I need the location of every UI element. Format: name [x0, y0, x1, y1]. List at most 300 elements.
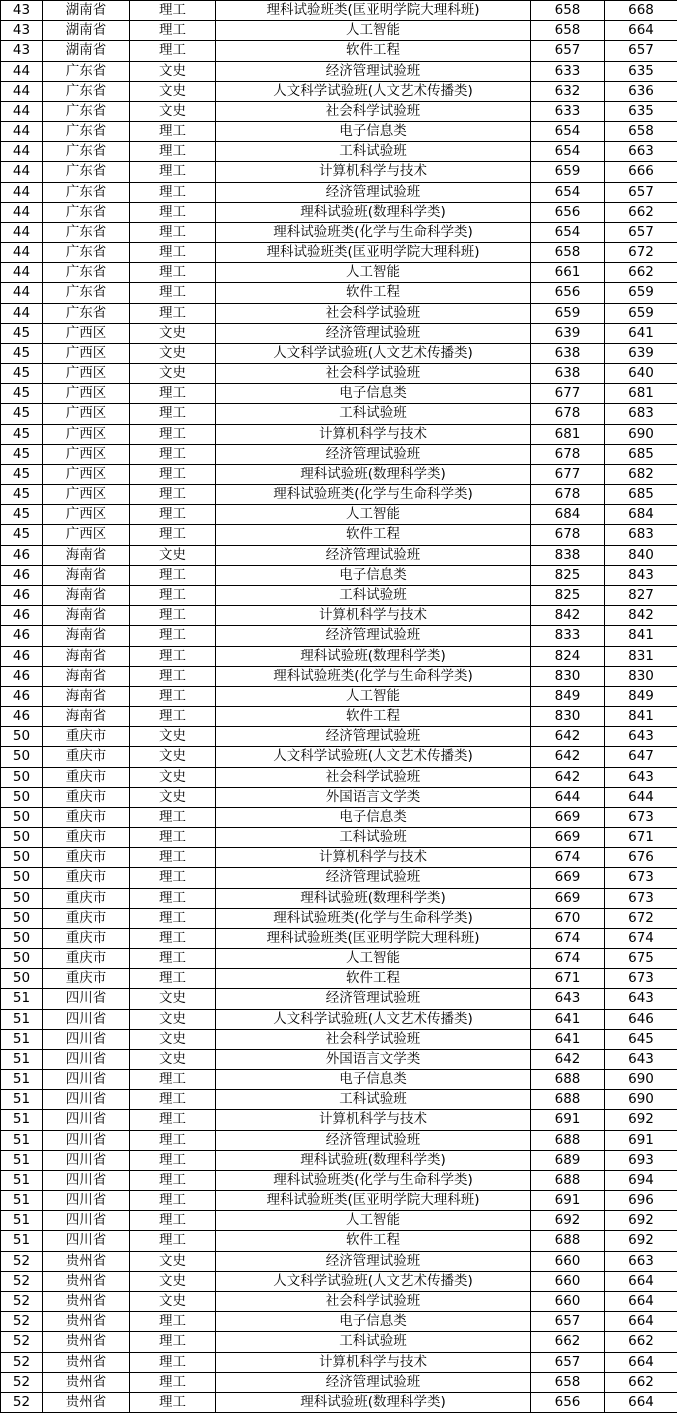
category-cell: 理工 — [130, 1312, 216, 1332]
province-code-cell: 50 — [1, 908, 43, 928]
province-cell: 广东省 — [43, 122, 130, 142]
province-code-cell: 44 — [1, 61, 43, 81]
province-code-cell: 46 — [1, 666, 43, 686]
province-code-cell: 52 — [1, 1251, 43, 1271]
min-score-cell: 671 — [531, 969, 605, 989]
max-score-cell: 671 — [605, 828, 677, 848]
min-score-cell: 657 — [531, 1352, 605, 1372]
province-cell: 广西区 — [43, 343, 130, 363]
min-score-cell: 659 — [531, 162, 605, 182]
max-score-cell: 641 — [605, 323, 677, 343]
table-row — [1, 1231, 677, 1251]
major-cell: 人文科学试验班(人文艺术传播类) — [216, 81, 531, 101]
province-code-cell: 44 — [1, 243, 43, 263]
min-score-cell: 641 — [531, 1009, 605, 1029]
table-row — [1, 303, 677, 323]
major-cell: 经济管理试验班 — [216, 182, 531, 202]
max-score-cell: 685 — [605, 444, 677, 464]
major-cell: 人工智能 — [216, 263, 531, 283]
table-row — [1, 1332, 677, 1352]
province-cell: 湖南省 — [43, 1, 130, 21]
province-code-cell: 51 — [1, 1049, 43, 1069]
table-row — [1, 1271, 677, 1291]
category-cell: 理工 — [130, 1191, 216, 1211]
province-cell: 四川省 — [43, 1231, 130, 1251]
max-score-cell: 657 — [605, 222, 677, 242]
max-score-cell: 659 — [605, 283, 677, 303]
category-cell: 理工 — [130, 1070, 216, 1090]
category-cell: 文史 — [130, 343, 216, 363]
major-cell: 人工智能 — [216, 505, 531, 525]
max-score-cell: 662 — [605, 1372, 677, 1392]
category-cell: 理工 — [130, 162, 216, 182]
province-cell: 广东省 — [43, 202, 130, 222]
category-cell: 理工 — [130, 122, 216, 142]
category-cell: 文史 — [130, 767, 216, 787]
province-code-cell: 51 — [1, 1170, 43, 1190]
table-row — [1, 81, 677, 101]
min-score-cell: 688 — [531, 1090, 605, 1110]
province-cell: 湖南省 — [43, 21, 130, 41]
min-score-cell: 633 — [531, 101, 605, 121]
category-cell: 理工 — [130, 303, 216, 323]
province-code-cell: 45 — [1, 404, 43, 424]
max-score-cell: 664 — [605, 1312, 677, 1332]
province-code-cell: 50 — [1, 969, 43, 989]
province-code-cell: 51 — [1, 1130, 43, 1150]
table-row — [1, 1251, 677, 1271]
province-code-cell: 45 — [1, 505, 43, 525]
province-code-cell: 46 — [1, 707, 43, 727]
province-cell: 海南省 — [43, 545, 130, 565]
min-score-cell: 654 — [531, 222, 605, 242]
province-cell: 海南省 — [43, 606, 130, 626]
major-cell: 理科试验班(数理科学类) — [216, 888, 531, 908]
province-code-cell: 51 — [1, 1029, 43, 1049]
min-score-cell: 688 — [531, 1231, 605, 1251]
province-cell: 四川省 — [43, 1049, 130, 1069]
category-cell: 文史 — [130, 81, 216, 101]
min-score-cell: 660 — [531, 1251, 605, 1271]
major-cell: 工科试验班 — [216, 828, 531, 848]
category-cell: 理工 — [130, 828, 216, 848]
province-cell: 四川省 — [43, 1191, 130, 1211]
max-score-cell: 647 — [605, 747, 677, 767]
major-cell: 经济管理试验班 — [216, 626, 531, 646]
major-cell: 理科试验班(数理科学类) — [216, 1150, 531, 1170]
province-cell: 贵州省 — [43, 1332, 130, 1352]
major-cell: 人工智能 — [216, 686, 531, 706]
province-cell: 广西区 — [43, 384, 130, 404]
category-cell: 理工 — [130, 263, 216, 283]
min-score-cell: 669 — [531, 807, 605, 827]
min-score-cell: 825 — [531, 565, 605, 585]
province-code-cell: 44 — [1, 142, 43, 162]
province-cell: 重庆市 — [43, 747, 130, 767]
major-cell: 工科试验班 — [216, 1332, 531, 1352]
category-cell: 文史 — [130, 1029, 216, 1049]
category-cell: 理工 — [130, 565, 216, 585]
table-row — [1, 666, 677, 686]
province-cell: 贵州省 — [43, 1392, 130, 1412]
category-cell: 文史 — [130, 1251, 216, 1271]
province-code-cell: 51 — [1, 1211, 43, 1231]
province-code-cell: 45 — [1, 464, 43, 484]
province-cell: 重庆市 — [43, 908, 130, 928]
min-score-cell: 658 — [531, 243, 605, 263]
category-cell: 理工 — [130, 606, 216, 626]
category-cell: 理工 — [130, 384, 216, 404]
province-cell: 广东省 — [43, 283, 130, 303]
major-cell: 理科试验班类(匡亚明学院大理科班) — [216, 1, 531, 21]
min-score-cell: 681 — [531, 424, 605, 444]
category-cell: 文史 — [130, 747, 216, 767]
major-cell: 经济管理试验班 — [216, 444, 531, 464]
max-score-cell: 830 — [605, 666, 677, 686]
province-cell: 海南省 — [43, 666, 130, 686]
table-row — [1, 1110, 677, 1130]
major-cell: 社会科学试验班 — [216, 767, 531, 787]
category-cell: 理工 — [130, 464, 216, 484]
table-row — [1, 1372, 677, 1392]
province-cell: 重庆市 — [43, 928, 130, 948]
major-cell: 人工智能 — [216, 1211, 531, 1231]
category-cell: 文史 — [130, 323, 216, 343]
table-row — [1, 384, 677, 404]
province-cell: 广东省 — [43, 263, 130, 283]
province-cell: 广西区 — [43, 485, 130, 505]
category-cell: 理工 — [130, 585, 216, 605]
major-cell: 软件工程 — [216, 41, 531, 61]
category-cell: 理工 — [130, 1130, 216, 1150]
max-score-cell: 692 — [605, 1211, 677, 1231]
min-score-cell: 633 — [531, 61, 605, 81]
province-cell: 四川省 — [43, 1029, 130, 1049]
major-cell: 社会科学试验班 — [216, 303, 531, 323]
major-cell: 经济管理试验班 — [216, 727, 531, 747]
min-score-cell: 639 — [531, 323, 605, 343]
major-cell: 工科试验班 — [216, 1090, 531, 1110]
province-code-cell: 46 — [1, 626, 43, 646]
table-row — [1, 1090, 677, 1110]
province-cell: 广西区 — [43, 424, 130, 444]
table-row — [1, 969, 677, 989]
category-cell: 理工 — [130, 202, 216, 222]
category-cell: 理工 — [130, 807, 216, 827]
major-cell: 经济管理试验班 — [216, 1130, 531, 1150]
major-cell: 人工智能 — [216, 949, 531, 969]
province-cell: 海南省 — [43, 585, 130, 605]
table-row — [1, 122, 677, 142]
major-cell: 计算机科学与技术 — [216, 848, 531, 868]
min-score-cell: 677 — [531, 464, 605, 484]
major-cell: 工科试验班 — [216, 585, 531, 605]
category-cell: 理工 — [130, 848, 216, 868]
province-cell: 四川省 — [43, 1150, 130, 1170]
province-code-cell: 50 — [1, 787, 43, 807]
category-cell: 理工 — [130, 1170, 216, 1190]
max-score-cell: 635 — [605, 101, 677, 121]
max-score-cell: 696 — [605, 1191, 677, 1211]
table-row — [1, 787, 677, 807]
province-cell: 广东省 — [43, 162, 130, 182]
min-score-cell: 644 — [531, 787, 605, 807]
province-cell: 重庆市 — [43, 949, 130, 969]
table-row — [1, 807, 677, 827]
province-cell: 海南省 — [43, 646, 130, 666]
category-cell: 理工 — [130, 1211, 216, 1231]
category-cell: 理工 — [130, 626, 216, 646]
major-cell: 工科试验班 — [216, 404, 531, 424]
province-cell: 贵州省 — [43, 1352, 130, 1372]
min-score-cell: 641 — [531, 1029, 605, 1049]
province-cell: 贵州省 — [43, 1312, 130, 1332]
category-cell: 理工 — [130, 182, 216, 202]
min-score-cell: 638 — [531, 343, 605, 363]
province-cell: 重庆市 — [43, 848, 130, 868]
max-score-cell: 636 — [605, 81, 677, 101]
table-row — [1, 61, 677, 81]
province-cell: 广东省 — [43, 243, 130, 263]
province-code-cell: 52 — [1, 1392, 43, 1412]
max-score-cell: 646 — [605, 1009, 677, 1029]
category-cell: 理工 — [130, 424, 216, 444]
min-score-cell: 838 — [531, 545, 605, 565]
major-cell: 理科试验班类(化学与生命科学类) — [216, 908, 531, 928]
table-row — [1, 505, 677, 525]
province-code-cell: 50 — [1, 848, 43, 868]
table-row — [1, 1312, 677, 1332]
category-cell: 理工 — [130, 666, 216, 686]
province-cell: 广东省 — [43, 303, 130, 323]
max-score-cell: 664 — [605, 1292, 677, 1312]
max-score-cell: 691 — [605, 1130, 677, 1150]
min-score-cell: 642 — [531, 747, 605, 767]
max-score-cell: 672 — [605, 243, 677, 263]
table-row — [1, 707, 677, 727]
category-cell: 文史 — [130, 989, 216, 1009]
table-row — [1, 686, 677, 706]
table-row — [1, 1170, 677, 1190]
province-code-cell: 45 — [1, 485, 43, 505]
table-row — [1, 485, 677, 505]
major-cell: 人文科学试验班(人文艺术传播类) — [216, 1009, 531, 1029]
category-cell: 理工 — [130, 283, 216, 303]
major-cell: 外国语言文学类 — [216, 787, 531, 807]
province-cell: 四川省 — [43, 1090, 130, 1110]
province-code-cell: 50 — [1, 928, 43, 948]
min-score-cell: 677 — [531, 384, 605, 404]
max-score-cell: 684 — [605, 505, 677, 525]
major-cell: 工科试验班 — [216, 142, 531, 162]
table-row — [1, 949, 677, 969]
max-score-cell: 659 — [605, 303, 677, 323]
province-code-cell: 43 — [1, 21, 43, 41]
table-row — [1, 1049, 677, 1069]
category-cell: 文史 — [130, 1292, 216, 1312]
province-code-cell: 45 — [1, 343, 43, 363]
province-cell: 重庆市 — [43, 787, 130, 807]
max-score-cell: 827 — [605, 585, 677, 605]
province-cell: 广西区 — [43, 404, 130, 424]
max-score-cell: 644 — [605, 787, 677, 807]
category-cell: 理工 — [130, 949, 216, 969]
max-score-cell: 643 — [605, 989, 677, 1009]
max-score-cell: 840 — [605, 545, 677, 565]
category-cell: 理工 — [130, 969, 216, 989]
major-cell: 理科试验班类(化学与生命科学类) — [216, 485, 531, 505]
category-cell: 文史 — [130, 545, 216, 565]
min-score-cell: 656 — [531, 202, 605, 222]
max-score-cell: 664 — [605, 1392, 677, 1412]
major-cell: 理科试验班(数理科学类) — [216, 202, 531, 222]
province-code-cell: 52 — [1, 1292, 43, 1312]
major-cell: 计算机科学与技术 — [216, 606, 531, 626]
province-code-cell: 44 — [1, 162, 43, 182]
category-cell: 理工 — [130, 928, 216, 948]
max-score-cell: 675 — [605, 949, 677, 969]
table-row — [1, 545, 677, 565]
min-score-cell: 654 — [531, 142, 605, 162]
province-code-cell: 44 — [1, 101, 43, 121]
province-code-cell: 52 — [1, 1271, 43, 1291]
min-score-cell: 688 — [531, 1170, 605, 1190]
min-score-cell: 661 — [531, 263, 605, 283]
min-score-cell: 660 — [531, 1292, 605, 1312]
major-cell: 经济管理试验班 — [216, 868, 531, 888]
province-code-cell: 46 — [1, 565, 43, 585]
table-row — [1, 162, 677, 182]
min-score-cell: 684 — [531, 505, 605, 525]
table-row — [1, 989, 677, 1009]
table-row — [1, 747, 677, 767]
min-score-cell: 674 — [531, 949, 605, 969]
category-cell: 理工 — [130, 222, 216, 242]
min-score-cell: 662 — [531, 1332, 605, 1352]
table-row — [1, 424, 677, 444]
table-row — [1, 585, 677, 605]
category-cell: 理工 — [130, 525, 216, 545]
table-row — [1, 21, 677, 41]
province-code-cell: 44 — [1, 283, 43, 303]
province-code-cell: 50 — [1, 828, 43, 848]
table-row — [1, 626, 677, 646]
table-row — [1, 323, 677, 343]
category-cell: 理工 — [130, 1332, 216, 1352]
province-code-cell: 43 — [1, 1, 43, 21]
min-score-cell: 642 — [531, 727, 605, 747]
min-score-cell: 638 — [531, 364, 605, 384]
province-code-cell: 51 — [1, 1090, 43, 1110]
category-cell: 理工 — [130, 1372, 216, 1392]
province-cell: 广西区 — [43, 444, 130, 464]
province-code-cell: 46 — [1, 646, 43, 666]
min-score-cell: 657 — [531, 1312, 605, 1332]
table-row — [1, 525, 677, 545]
province-cell: 贵州省 — [43, 1372, 130, 1392]
table-body — [1, 1, 677, 1413]
table-row — [1, 565, 677, 585]
table-row — [1, 646, 677, 666]
table-row — [1, 1211, 677, 1231]
province-cell: 广西区 — [43, 505, 130, 525]
major-cell: 软件工程 — [216, 969, 531, 989]
min-score-cell: 678 — [531, 404, 605, 424]
max-score-cell: 643 — [605, 767, 677, 787]
category-cell: 理工 — [130, 646, 216, 666]
major-cell: 电子信息类 — [216, 384, 531, 404]
major-cell: 理科试验班类(化学与生命科学类) — [216, 666, 531, 686]
major-cell: 计算机科学与技术 — [216, 1352, 531, 1372]
min-score-cell: 656 — [531, 283, 605, 303]
max-score-cell: 683 — [605, 404, 677, 424]
table-row — [1, 928, 677, 948]
major-cell: 人工智能 — [216, 21, 531, 41]
max-score-cell: 841 — [605, 707, 677, 727]
province-code-cell: 46 — [1, 606, 43, 626]
category-cell: 理工 — [130, 21, 216, 41]
major-cell: 外国语言文学类 — [216, 1049, 531, 1069]
min-score-cell: 658 — [531, 1, 605, 21]
category-cell: 理工 — [130, 888, 216, 908]
province-cell: 广东省 — [43, 182, 130, 202]
major-cell: 计算机科学与技术 — [216, 1110, 531, 1130]
max-score-cell: 693 — [605, 1150, 677, 1170]
category-cell: 理工 — [130, 1090, 216, 1110]
table-row — [1, 182, 677, 202]
min-score-cell: 632 — [531, 81, 605, 101]
min-score-cell: 678 — [531, 444, 605, 464]
province-cell: 贵州省 — [43, 1271, 130, 1291]
table-row — [1, 41, 677, 61]
major-cell: 软件工程 — [216, 283, 531, 303]
category-cell: 理工 — [130, 1231, 216, 1251]
major-cell: 理科试验班(数理科学类) — [216, 1392, 531, 1412]
province-code-cell: 44 — [1, 182, 43, 202]
province-cell: 重庆市 — [43, 868, 130, 888]
province-code-cell: 43 — [1, 41, 43, 61]
max-score-cell: 645 — [605, 1029, 677, 1049]
min-score-cell: 659 — [531, 303, 605, 323]
table-row — [1, 1392, 677, 1412]
max-score-cell: 831 — [605, 646, 677, 666]
province-code-cell: 44 — [1, 303, 43, 323]
major-cell: 电子信息类 — [216, 807, 531, 827]
major-cell: 电子信息类 — [216, 122, 531, 142]
province-code-cell: 51 — [1, 1231, 43, 1251]
table-row — [1, 1070, 677, 1090]
table-row — [1, 444, 677, 464]
major-cell: 计算机科学与技术 — [216, 162, 531, 182]
province-code-cell: 51 — [1, 1150, 43, 1170]
max-score-cell: 690 — [605, 424, 677, 444]
major-cell: 电子信息类 — [216, 1312, 531, 1332]
major-cell: 人文科学试验班(人文艺术传播类) — [216, 343, 531, 363]
major-cell: 经济管理试验班 — [216, 1251, 531, 1271]
table-row — [1, 1191, 677, 1211]
province-cell: 广东省 — [43, 222, 130, 242]
province-cell: 海南省 — [43, 626, 130, 646]
min-score-cell: 670 — [531, 908, 605, 928]
max-score-cell: 842 — [605, 606, 677, 626]
province-cell: 四川省 — [43, 1211, 130, 1231]
min-score-cell: 678 — [531, 485, 605, 505]
max-score-cell: 662 — [605, 202, 677, 222]
min-score-cell: 642 — [531, 767, 605, 787]
province-code-cell: 50 — [1, 807, 43, 827]
category-cell: 理工 — [130, 1352, 216, 1372]
min-score-cell: 678 — [531, 525, 605, 545]
